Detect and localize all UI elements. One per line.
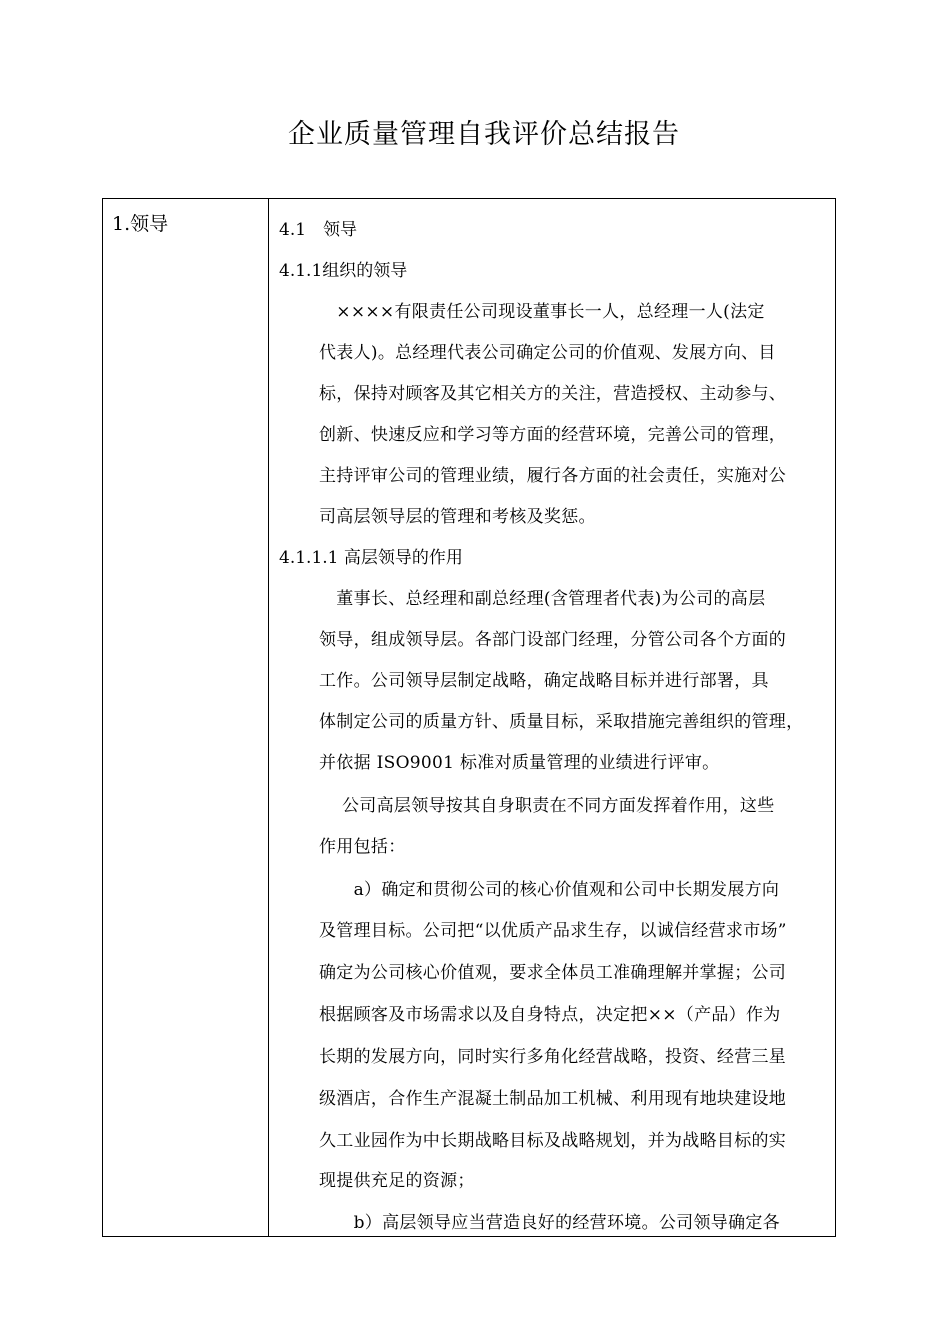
heading-4-1-1-1: 4.1.1.1 高层领导的作用 [279, 548, 463, 568]
list-item-b: b）高层领导应当营造良好的经营环境。公司领导确定各 [319, 1213, 780, 1233]
paragraph-line: 并依据 ISO9001 标准对质量管理的业绩进行评审。 [319, 753, 720, 773]
heading-4-1: 4.1 领导 [279, 220, 358, 240]
section-label: 1.领导 [112, 213, 169, 235]
list-item-a: a）确定和贯彻公司的核心价值观和公司中长期发展方向 [319, 880, 780, 900]
paragraph-line: ××××有限责任公司现设董事长一人，总经理一人(法定 [319, 302, 765, 322]
paragraph-line: 作用包括： [319, 837, 406, 857]
content-table [102, 198, 836, 1237]
paragraph-line: 司高层领导层的管理和考核及奖惩。 [319, 507, 596, 527]
paragraph-line: 及管理目标。公司把“以优质产品求生存，以诚信经营求市场” [319, 921, 787, 941]
paragraph-line: 创新、快速反应和学习等方面的经营环境，完善公司的管理， [319, 425, 787, 445]
paragraph-line: 体制定公司的质量方针、质量目标，采取措施完善组织的管理， [319, 712, 804, 732]
heading-4-1-1: 4.1.1组织的领导 [279, 261, 408, 281]
paragraph-line: 董事长、总经理和副总经理(含管理者代表)为公司的高层 [319, 589, 766, 609]
paragraph-line: 工作。公司领导层制定战略，确定战略目标并进行部署，具 [319, 671, 769, 691]
paragraph-line: 长期的发展方向，同时实行多角化经营战略，投资、经营三星 [319, 1047, 787, 1067]
paragraph-line: 主持评审公司的管理业绩，履行各方面的社会责任，实施对公 [319, 466, 787, 486]
paragraph-line: 领导，组成领导层。各部门设部门经理，分管公司各个方面的 [319, 630, 787, 650]
paragraph-line: 代表人)。总经理代表公司确定公司的价值观、发展方向、目 [319, 343, 776, 363]
paragraph-line: 公司高层领导按其自身职责在不同方面发挥着作用，这些 [319, 796, 775, 816]
paragraph-line: 确定为公司核心价值观，要求全体员工准确理解并掌握；公司 [319, 963, 787, 983]
paragraph-line: 级酒店，合作生产混凝土制品加工机械、利用现有地块建设地 [319, 1089, 787, 1109]
document-title: 企业质量管理自我评价总结报告 [288, 119, 680, 150]
paragraph-line: 标，保持对顾客及其它相关方的关注，营造授权、主动参与、 [319, 384, 787, 404]
paragraph-line: 久工业园作为中长期战略目标及战略规划，并为战略目标的实 [319, 1131, 787, 1151]
paragraph-line: 根据顾客及市场需求以及自身特点，决定把××（产品）作为 [319, 1005, 781, 1025]
column-divider [268, 199, 269, 1236]
paragraph-line: 现提供充足的资源； [319, 1171, 475, 1191]
